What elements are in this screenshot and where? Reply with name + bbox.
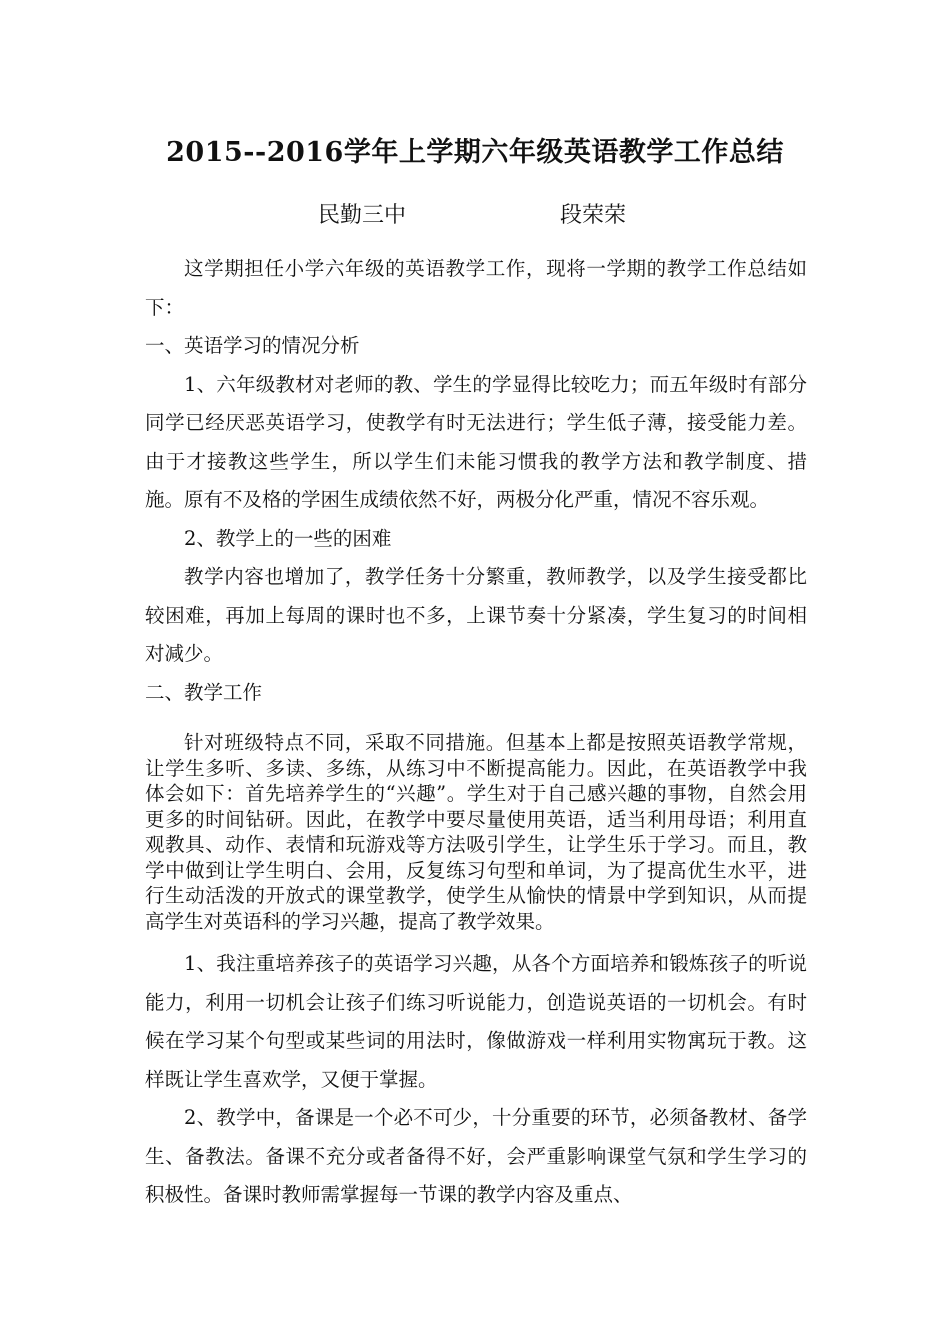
body-block-1 [145, 250, 807, 712]
section-1-paragraph-1: 1、六年级教材对老师的教、学生的学显得比较吃力；而五年级时有部分同学已经厌恶英语学习，使教学有时无法进行；学生低子薄，接受能力差。由于才接教这些学生，所以学生们未能习惯我的教学方法和教学制度、措施。原有不及格的学困生成绩依然不好，两极分化严重，情况不容乐观。 [145, 372, 807, 511]
section-2-paragraph-2: 1、我注重培养孩子的英语学习兴趣，从各个方面培养和锻炼孩子的听说能力，利用一切机会让孩子们练习听说能力，创造说英语的一切机会。有时候在学习某个句型或某些词的用法时，像做游戏一样利用实物寓玩于教。这样既让学生喜欢学，又便于掌握。 [145, 952, 807, 1091]
document-title: 2015--2016学年上学期六年级英语教学工作总结 [166, 137, 784, 168]
section-2-heading: 二、教学工作 [145, 680, 263, 704]
section-1-paragraph-2: 2、教学上的一些的困难 [184, 526, 392, 550]
intro-paragraph: 这学期担任小学六年级的英语教学工作，现将一学期的教学工作总结如下： [145, 257, 807, 319]
section-2-paragraph-3: 2、教学中，备课是一个必不可少，十分重要的环节，必须备教材、备学生、备教法。备课不充分或者备得不好，会严重影响课堂气氛和学生学习的积极性。备课时教师需掌握每一节课的教学内容及重点、 [145, 1106, 807, 1206]
body-block-2 [145, 730, 807, 934]
author-name: 段荣荣 [560, 203, 627, 228]
section-1-paragraph-3: 教学内容也增加了，教学任务十分繁重，教师教学，以及学生接受都比较困难，再加上每周的课时也不多，上课节奏十分紧凑，学生复习的时间相对减少。 [145, 565, 807, 665]
body-block-3 [145, 945, 807, 1215]
section-2-paragraph-1: 针对班级特点不同，采取不同措施。但基本上都是按照英语教学常规，让学生多听、多读、多练，从练习中不断提高能力。因此，在英语教学中我体会如下：首先培养学生的“兴趣”。学生对于自己感兴趣的事物，自然会用更多的时间钻研。因此，在教学中要尽量使用英语，适当利用母语；利用直观教具、动作、表情和玩游戏等方法吸引学生，让学生乐于学习。而且，教学中做到让学生明白、会用，反复练习句型和单词，为了提高优生水平，进行生动活泼的开放式的课堂教学，使学生从愉快的情景中学到知识，从而提高学生对英语科的学习兴趣，提高了教学效果。 [145, 731, 807, 933]
section-1-heading: 一、英语学习的情况分析 [145, 334, 360, 357]
school-name: 民勤三中 [318, 203, 407, 228]
byline [0, 198, 950, 230]
